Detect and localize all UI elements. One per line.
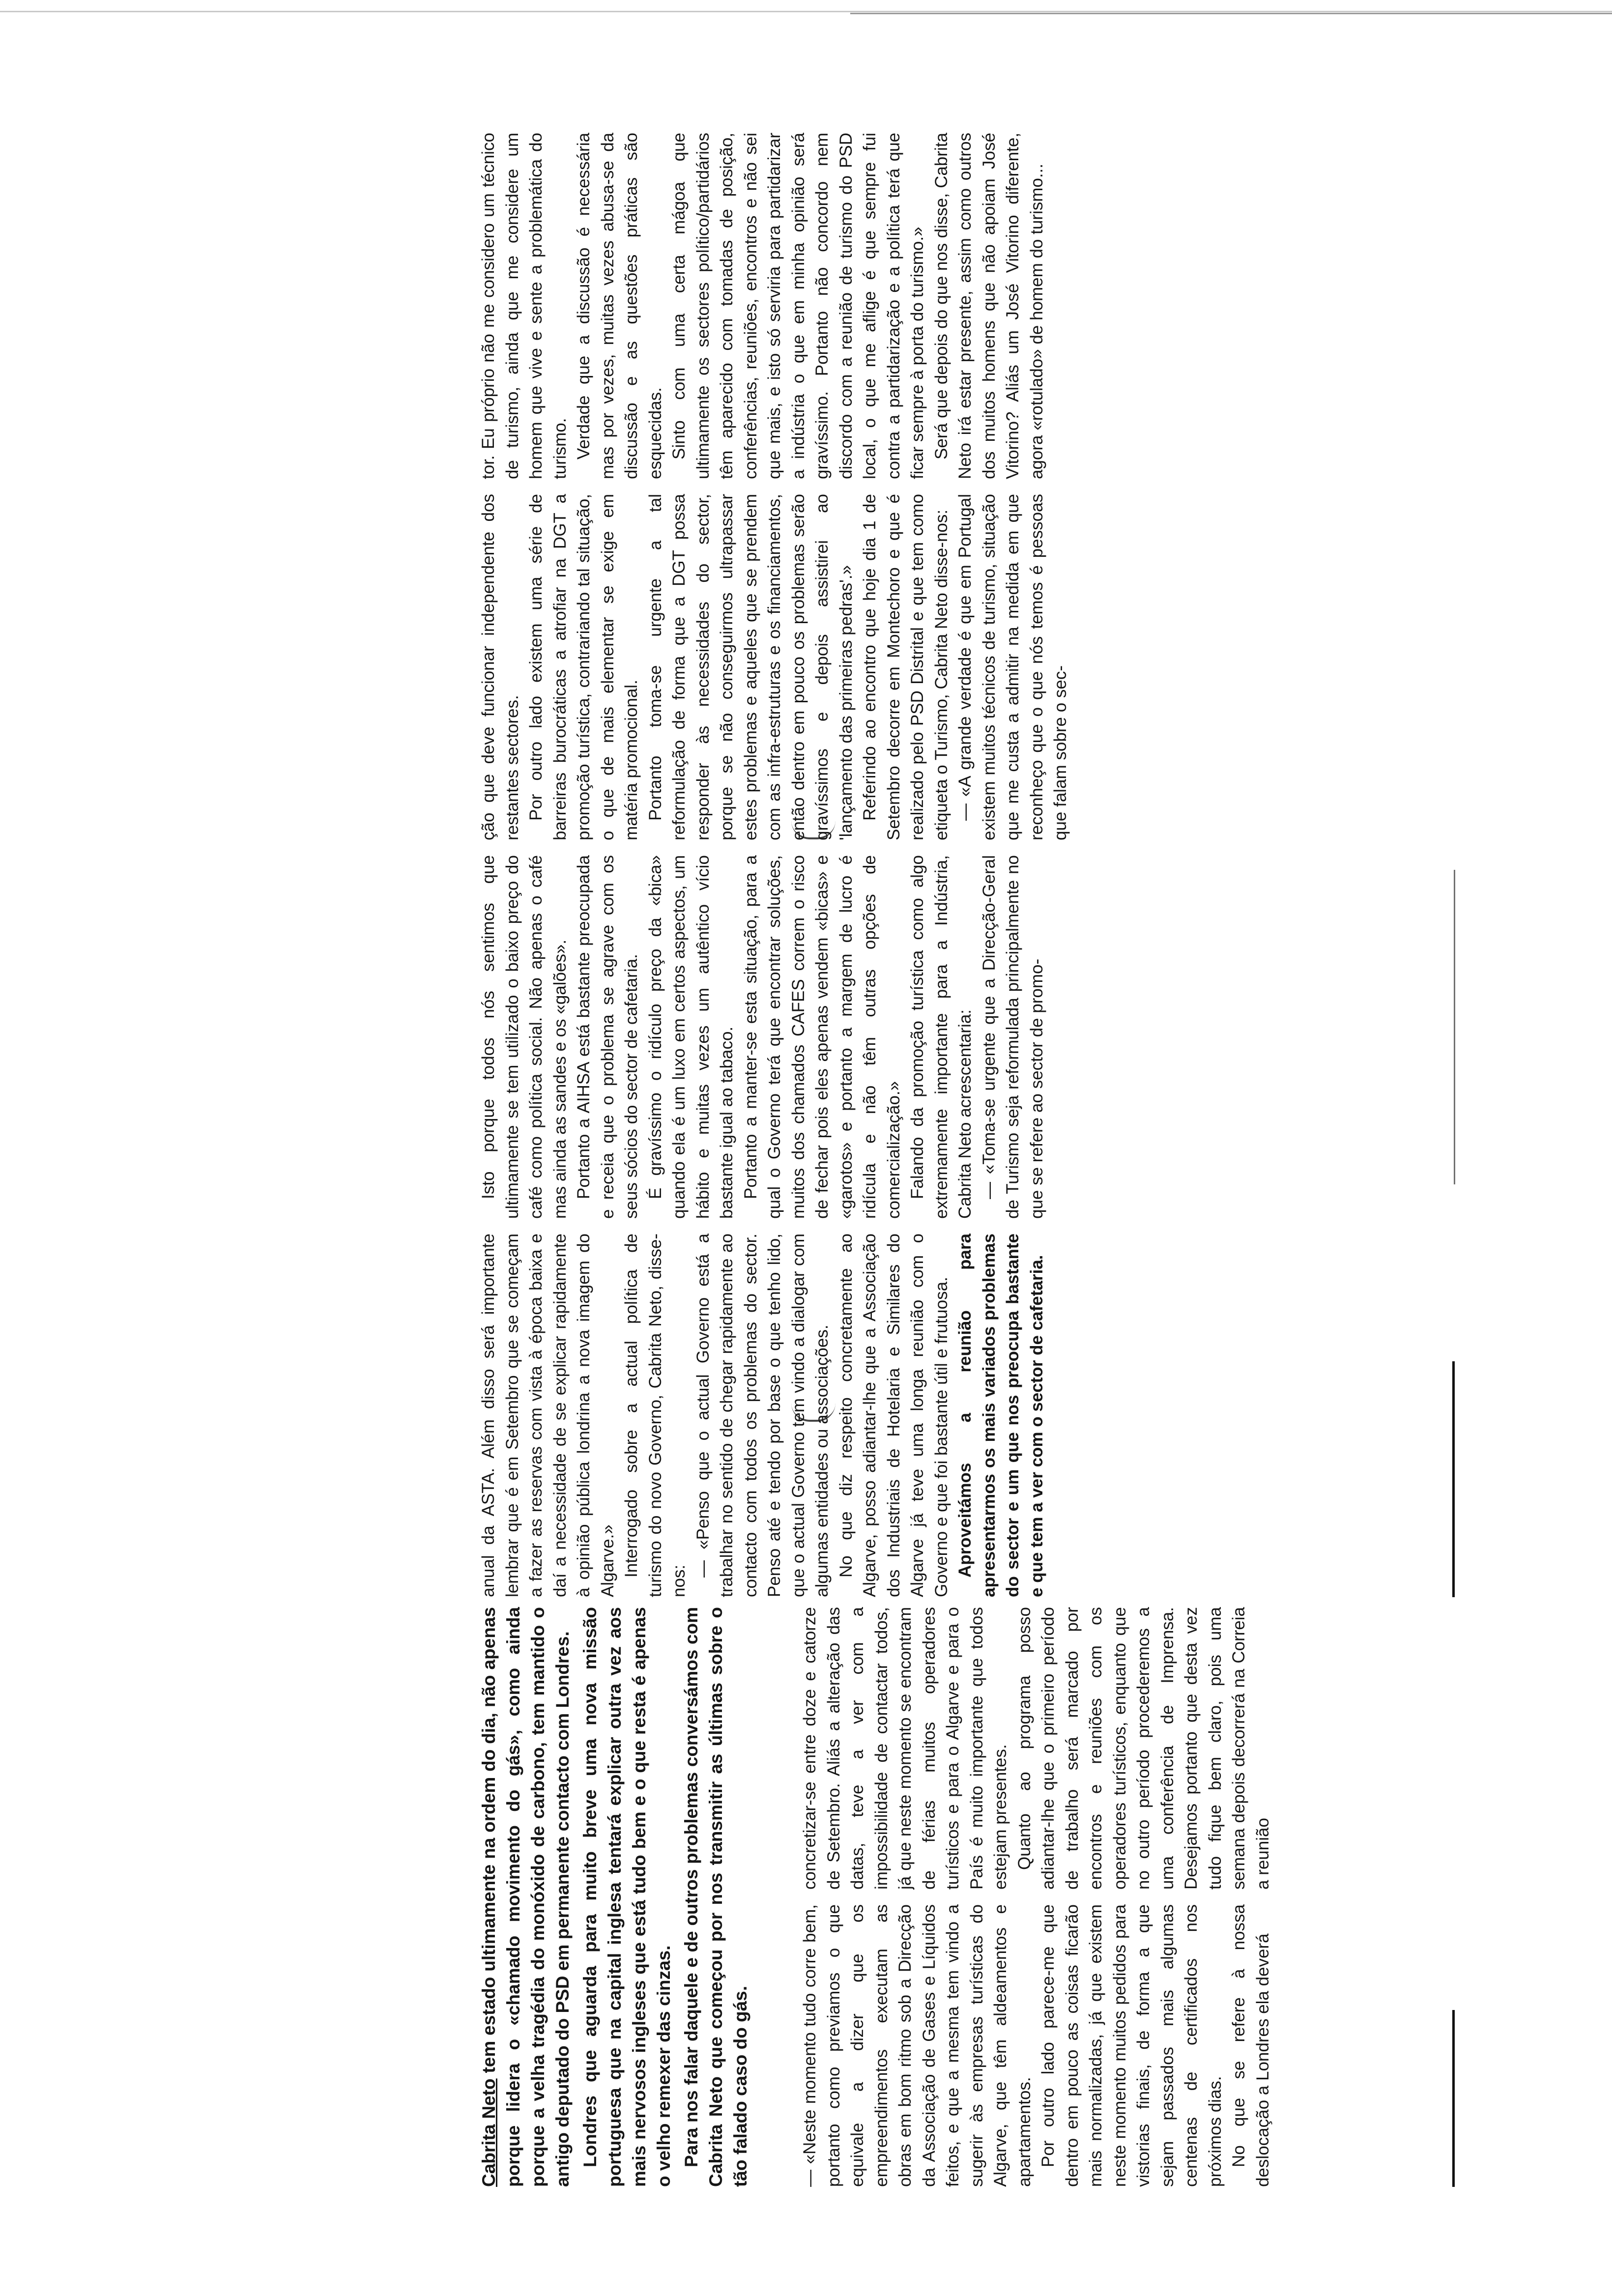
newspaper-article [477,123,1460,2187]
text-column [798,1904,1452,2187]
body-paragraph: concretizar-se entre doze e catorze de Setembro. Aliás a alteração das datas, teve a ver com a impossibilidade de contactar todos, já que neste momento se encontram de férias muitos operadores turísticos e para o Algarve e para o País é muito importante que todos estejam presentes. [800,1607,1010,1890]
body-paragraph: Portanto toma-se urgente a tal reformulação de forma que a DGT possa responder às necessidades do sector, porque se não conseguirmos ultrapassar estes problemas e aqueles que se prendem com as infra-estruturas e os financiamentos, então dentro em pouco os problemas serão gravíssimos e depois assistirei ao 'lançamento das primeiras pedras'.» [645,494,856,840]
body-paragraph: É gravíssimo o ridículo preço da «bica» quando ela é um luxo em certos aspectos, um hábito e muitas vezes um autêntico vício bastante igual ao tabaco. [645,855,736,1219]
lead-paragraph-1: Cabrita Neto tem estado ultimamente na ordem do dia, não apenas porque lidera o «chamado movimento do gás», como ainda porque a velha tragédia do monóxido de carbono, tem mantido o antigo deputado do PSD em permanente contacto com Londres. [479,1607,573,2187]
article-block-1 [477,1607,1460,2187]
body-paragraph: — «Neste momento tudo corre bem, portanto como previamos o que equivale a dizer que os empreendimentos executam as obras em bom ritmo sob a Direcção da Associação de Gases e Líquidos feitos, e que a mesma tem vindo a sugerir às empresas turísticas do Algarve, que têm aldeamentos e apartamentos. [800,1904,1034,2187]
body-paragraph: Referindo ao encontro que hoje dia 1 de Setembro decorre em Montechoro e que é realizado pelo PSD Distrital e que tem como etiqueta o Turismo, Cabrita Neto disse-nos: [860,494,951,840]
text-column [477,1234,1455,1597]
body-paragraph: Será que depois do que nos disse, Cabrita Neto irá estar presente, assim como outros dos muitos homens que não apoiam José Vitorino? Aliás um José Vitorino diferente, agora «rotulado» de homem do turismo... [931,133,1046,479]
body-paragraph: Sinto com uma certa mágoa que ultimamente os sectores político/partidários têm aparecido com tomadas de posição, conferências, reuniões, encontros e não sei que mais, e isto só serviria para partidarizar a indústria o que em minha opinião será gravíssimo. Portanto não concordo nem discordo com a reunião de turismo do PSD local, o que me aflige é que sempre fui contra a partidarização e a política terá que ficar sempre à porta do turismo.» [669,133,927,479]
body-paragraph: — «A grande verdade é que em Portugal existem muitos técnicos de turismo, situação que me custa a admitir na medida em que reconheço que o que nós temos é pessoas que falam sobre o sec- [955,494,1070,840]
column-end-rule [1452,1361,1455,1597]
body-paragraph: Por outro lado existem uma série de barreiras burocráticas a atrofiar na DGT a promoção turística, contrariando tal situação, o que de mais elementar se exige em matéria promocional. [526,494,641,840]
article-lead [477,1607,753,2187]
block-2-columns [477,855,1455,1597]
scan-top-rule-right [850,13,1612,14]
lead-paragraph-2: Londres que aguarda para muito breve uma nova missão portuguesa que na capital inglesa tentará explicar outra vez aos mais nervosos ingleses que está tudo bem e o que resta é apenas o velho remexer das cinzas. [580,1607,674,2187]
body-paragraph: tor. Eu próprio não me considero um técnico de turismo, ainda que me considere um homem que vive e sente a problemática do turismo. [479,133,570,479]
text-column [477,494,1455,840]
body-paragraph: Portanto a AIHSA está bastante preocupada e receia que o problema se agrave com os seus sócios do sector de cafetaria. [574,855,641,1219]
body-paragraph: Quanto ao programa posso adiantar-lhe que o primeiro período de trabalho será marcado por encontros e reuniões com os operadores turísticos, enquanto que no outro período procederemos a uma conferência de Imprensa. Desejamos portanto que desta vez tudo fique bem claro, pois uma semana depois decorrerá na Correia a reunião [1014,1607,1272,1890]
text-column [477,133,1455,479]
body-paragraph: No que diz respeito concretamente ao Algarve, posso adiantar-lhe que a Associação dos Industriais de Hotelaria e Similares do Algarve já teve uma longa reunião com o Governo e que foi bastante útil e frutuosa. [836,1234,951,1597]
body-paragraph: — «Penso que o actual Governo está a trabalhar no sentido de chegar rapidamente ao contacto com todos os problemas do sector. Penso até e tendo por base o que tenho lido, que o actual Governo tem vindo a dialogar com algumas entidades ou associações. [693,1234,832,1597]
lead-paragraph-3: Para nos falar daquele e de outros problemas conversámos com Cabrita Neto que começou por nos transmitir as últimas sobre o tão falado caso do gás. [681,1607,750,2187]
article-block-3 [477,133,1460,840]
author-signature: Cabrita Neto [479,2078,499,2187]
block-1-columns [798,1607,1452,2187]
body-paragraph: No que se refere à nossa deslocação a Londres ela deverá [1229,1904,1272,2187]
body-paragraph: anual da ASTA. Além disso será importante lembrar que é em Setembro que se começam a fazer as reservas com vista à época baixa e daí a necessidade de se explicar rapidamente à opinião pública londrina a nova imagem do Algarve.» [479,1234,617,1597]
body-paragraph: — «Toma-se urgente que a Direcção-Geral de Turismo seja reformulada principalmente no que se refere ao sector de promo- [979,855,1046,1219]
body-paragraph: Portanto a manter-se esta situação, para a qual o Governo terá que encontrar soluções, muitos dos chamados CAFES correm o risco de fechar pois eles apenas vendem «bicas» e «garotos» e portanto a margem de lucro é ridícula e não têm outras opções de comercialização.» [741,855,903,1219]
text-column [477,855,1455,1219]
body-paragraph: Por outro lado parece-me que dentro em pouco as coisas ficarão mais normalizadas, já que existem neste momento muitos pedidos para vistorias finais, de forma a que sejam passados mais algumas centenas de certificados nos próximos dias. [1038,1904,1225,2187]
rotated-article-wrapper [477,123,1460,2187]
column-end-rule [1452,2010,1455,2187]
body-paragraph: Verdade que a discussão é necessária mas por vezes, muitas vezes abusa-se da discussão e as questões práticas são esquecidas. [574,133,665,479]
body-paragraph: ção que deve funcionar independente dos restantes sectores. [479,494,522,840]
body-paragraph: Interrogado sobre a actual política de turismo do novo Governo, Cabrita Neto, disse-nos: [622,1234,689,1597]
block-3-columns [477,133,1455,840]
body-paragraph: Falando da promoção turística como algo extremamente importante para a Indústria, Cabrita Neto acrescentaria: [908,855,975,1219]
body-paragraph: Aproveitámos a reunião para apresentarmos os mais variados problemas do sector e um que nos preocupa bastante e que tem a ver com o sector de cafetaria. [955,1234,1046,1597]
body-paragraph: Isto porque todos nós sentimos que ultimamente se tem utilizado o baixo preço do café como política social. Não apenas o café mas ainda as sandes e os «galões». [479,855,570,1219]
scan-top-rule [0,11,1612,12]
article-block-2 [477,855,1460,1597]
column-end-rule [1454,870,1455,1184]
text-column [798,1607,1452,1890]
